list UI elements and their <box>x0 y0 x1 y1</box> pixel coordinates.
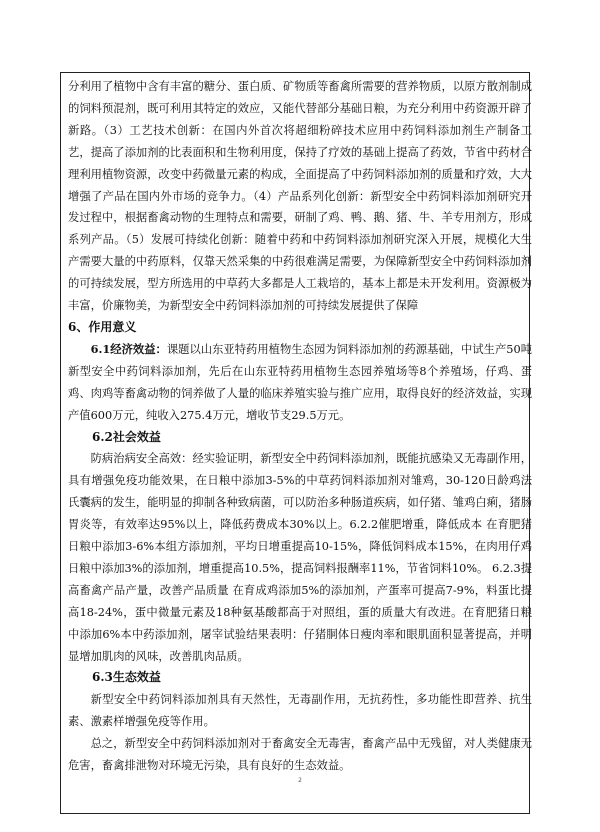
economic-benefit-text: 课题以山东亚特药用植物生态园为饲料添加剂的药源基础，中试生产50吨新型安全中药饲料添加剂，先后在山东亚特药用植物生态园养殖场等8个养殖场，仔鸡、蛋鸡、肉鸡等畜禽动物的饲养做了人量的临床养殖实验与推广应用，取得良好的经济效益，实现产值600万元，纯收入275.4万元，增收节支29.5万元。 <box>68 342 532 422</box>
paragraph-social-benefit: 防病治病安全高效：经实验证明，新型安全中药饲料添加剂，既能抗感染又无毒副作用，具有增强免疫功能效果，在日粮中添加3-5%的中草药饲料添加剂对雏鸡，30-120日龄鸡法氏囊病的发生，能明显的抑制各种致病菌，可以防治多种肠道疾病，如仔猪、雏鸡白痢，猪肠胃炎等，有效率达95%以上，降低药费成本30%以上。6.2.2催肥增重，降低成本 在育肥猪日粮中添加3-6%本组方添加剂，平均日增重提高10-15%，降低饲料成本15%，在肉用仔鸡日粮中添加3%的添加剂，增重提高10.5%，提高饲料报酬率11%，节省饲料10%。 6.2.3提高畜禽产品产量，改善产品质量 在育成鸡添加5%的添加剂，产蛋率可提高7-9%，料蛋比提高18-24%，蛋中微量元素及18种氨基酸都高于对照组，蛋的质量大有改进。在育肥猪日粮中添加6%本中药添加剂，屠宰试验结果表明：仔猪胴体日瘦肉率和眼肌面积显著提高，并明显增加肌肉的风味，改善肌肉品质。 <box>68 452 532 663</box>
paragraph-innovations: 分利用了植物中含有丰富的糖分、蛋白质、矿物质等畜禽所需要的营养物质，以原方散剂制成的饲料预混剂，既可利用其特定的效应，又能代替部分基础日粮，为充分利用中药资源开辟了新路。（3）工艺技术创新：在国内外首次将超细粉碎技术应用中药饲料添加剂生产制备工艺，提高了添加剂的比表面积和生物利用度，保持了疗效的基础上提高了药效，节省中药材合理利用植物资源，改变中药微量元素的构成，全面提高了中药饲料添加剂的质量和疗效，大大增强了产品在国内外市场的竞争力。（4）产品系列化创新：新型安全中药饲料添加剂研究开发过程中，根据畜禽动物的生理特点和需要，研制了鸡、鸭、鹅、猪、牛、羊专用剂方，形成系列产品。（5）发展可持续化创新：随着中药和中药饲料添加剂研究深入开展，规模化大生产需要大量的中药原料，仅靠天然采集的中药很难满足需要，为保障新型安全中药饲料添加剂的可持续发展，型方所选用的中草药大多都是人工栽培的，基本上都是未开发利用。资源极为丰富，价廉物美，为新型安全中药饲料添加剂的可持续发展提供了保障 <box>68 80 532 313</box>
economic-benefit-heading: 6.1经济效益： <box>90 341 167 356</box>
ecological-benefit-heading: 6.3生态效益 <box>92 670 161 685</box>
page-number: 2 <box>298 777 302 784</box>
paragraph-summary: 总之，新型安全中药饲料添加剂对于畜禽安全无毒害，畜禽产品中无残留，对人类健康无危害，畜禽排泄物对环境无污染，具有良好的生态效益。 <box>68 737 532 773</box>
paragraph-ecological-benefit: 新型安全中药饲料添加剂具有天然性，无毒副作用，无抗药性，多功能性即营养、抗生素、激素样增强免疫等作用。 <box>68 693 532 729</box>
document-body <box>68 76 532 777</box>
paragraph-economic-benefit <box>68 339 532 427</box>
social-benefit-heading: 6.2社会效益 <box>92 429 161 444</box>
section-6-heading: 6、作用意义 <box>68 319 137 334</box>
